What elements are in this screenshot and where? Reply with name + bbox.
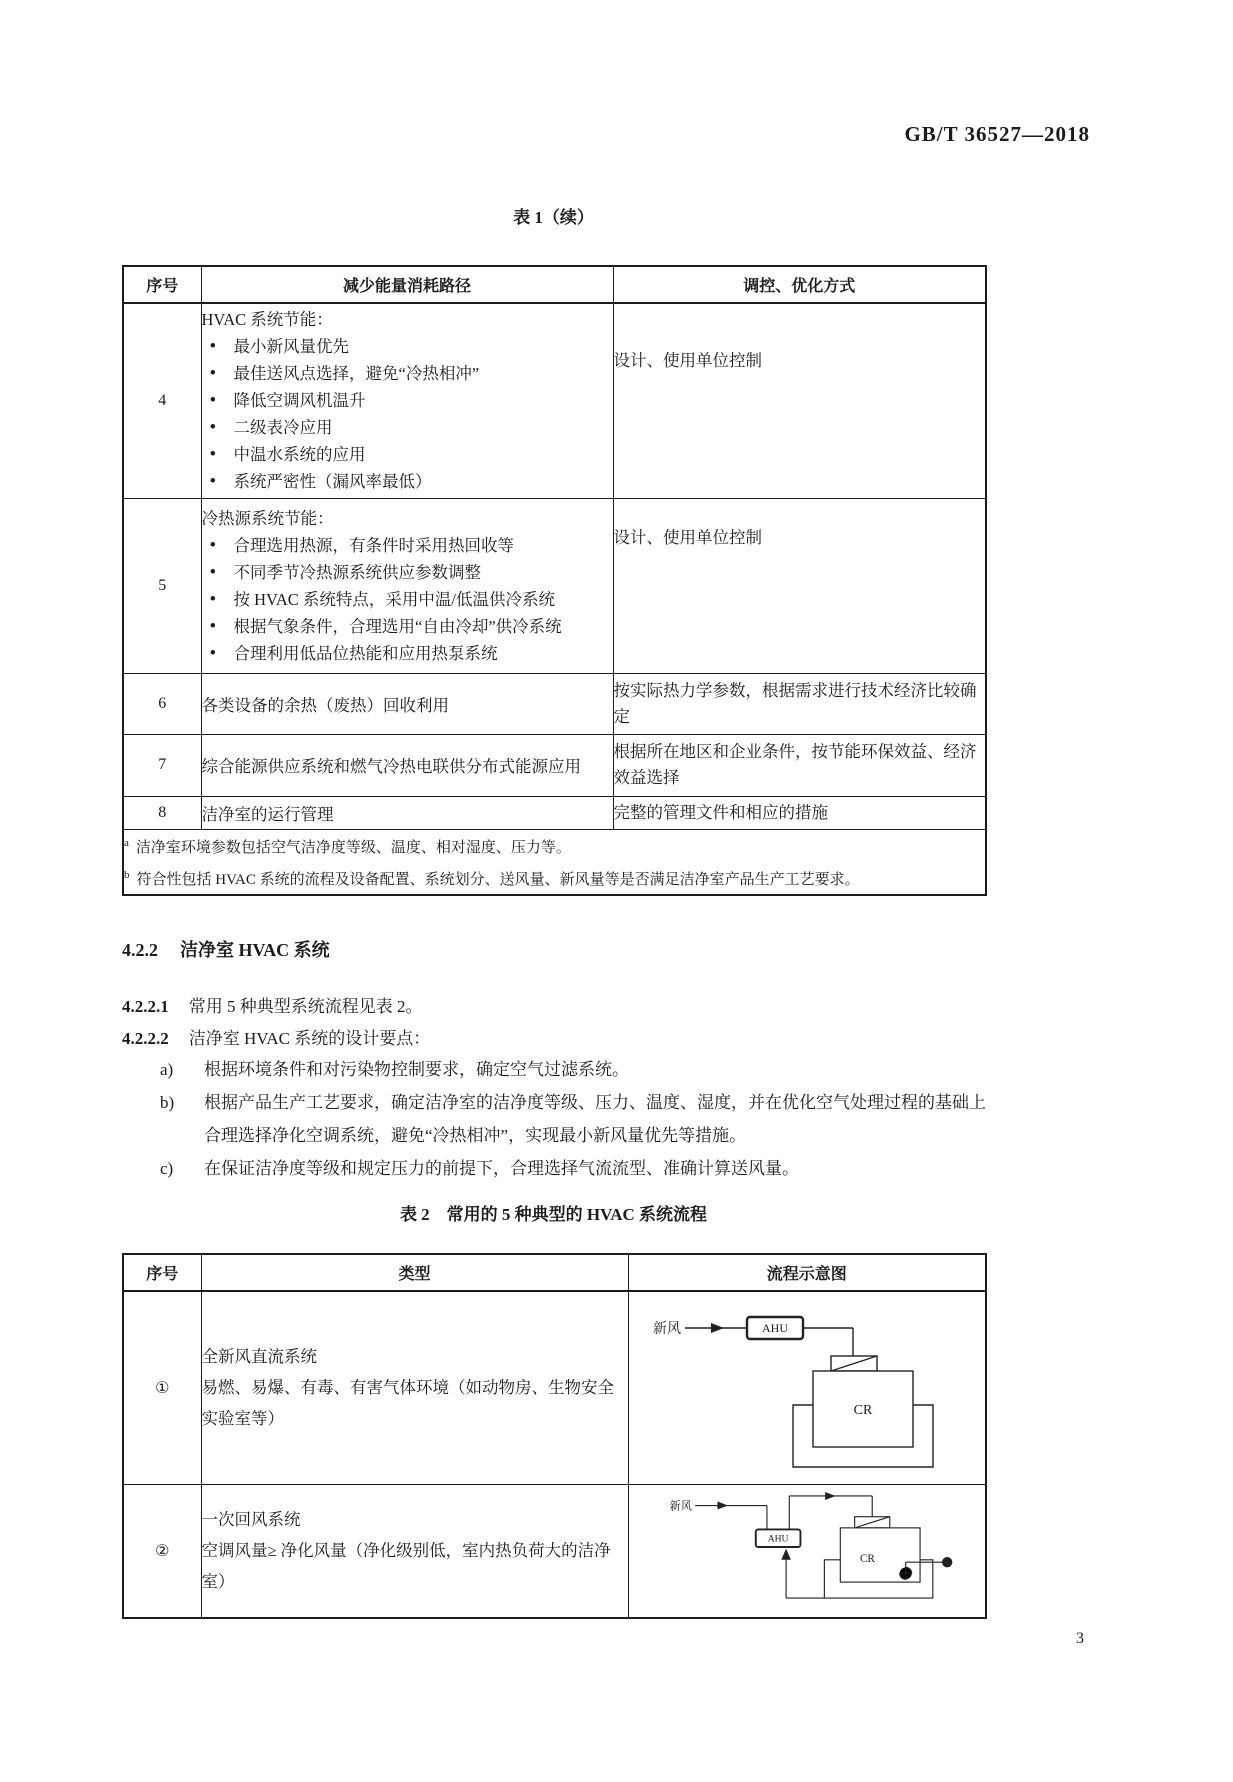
row-number: 5 xyxy=(123,498,201,673)
section-title: 洁净室 HVAC 系统 xyxy=(180,940,330,960)
control-text: 设计、使用单位控制 xyxy=(613,498,986,673)
arrow-right-icon xyxy=(825,1492,835,1500)
col-header-diagram: 流程示意图 xyxy=(628,1254,986,1291)
table-1 xyxy=(122,265,987,896)
cr-label: CR xyxy=(853,1402,873,1418)
list-text: 在保证洁净度等级和规定压力的前提下，合理选择气流流型、准确计算送风量。 xyxy=(204,1159,799,1178)
row-number: ② xyxy=(123,1484,201,1618)
table-row xyxy=(123,1484,986,1618)
path-title: HVAC 系统节能： xyxy=(201,310,333,330)
bullet-item: • 不同季节冷热源系统供应参数调整 xyxy=(202,559,613,586)
path-title: 综合能源供应系统和燃气冷热电联供分布式能源应用 xyxy=(201,734,613,796)
table-row xyxy=(123,303,986,498)
footnote-text: 符合性包括 HVAC 系统的流程及设备配置、系统划分、送风量、新风量等是否满足洁净室产品生产工艺要求。 xyxy=(136,871,860,888)
fresh-air-label: 新风 xyxy=(652,1321,681,1337)
clause-4221 xyxy=(122,992,423,1017)
type-title: 全新风直流系统 xyxy=(201,1347,317,1367)
arrow-right-icon xyxy=(717,1501,727,1509)
control-text: 设计、使用单位控制 xyxy=(613,303,986,498)
row-number: 7 xyxy=(123,734,201,796)
bullet-item: • 中温水系统的应用 xyxy=(202,441,613,468)
control-text: 按实际热力学参数，根据需求进行技术经济比较确定 xyxy=(613,673,986,734)
row-number: ① xyxy=(123,1291,201,1484)
clause-4222 xyxy=(122,1024,430,1049)
bullet-item: • 系统严密性（漏风率最低） xyxy=(202,468,613,495)
path-title: 各类设备的余热（废热）回收利用 xyxy=(201,673,613,734)
table-row xyxy=(123,796,986,829)
table2-header-row xyxy=(123,1254,986,1291)
bullet-item: • 最小新风量优先 xyxy=(202,333,613,360)
col-header-num: 序号 xyxy=(123,266,201,303)
table-row xyxy=(123,673,986,734)
ahu-label: AHU xyxy=(767,1533,788,1545)
bullet-item: • 根据气象条件，合理选用“自由冷却”供冷系统 xyxy=(202,613,613,640)
list-item-a xyxy=(160,1053,990,1086)
col-header-path: 减少能量消耗路径 xyxy=(201,266,613,303)
row-number: 6 xyxy=(123,673,201,734)
table-2 xyxy=(122,1253,987,1619)
path-title: 洁净室的运行管理 xyxy=(201,796,613,829)
section-heading xyxy=(122,936,330,962)
list-item-b xyxy=(160,1086,990,1152)
clause-number: 4.2.2.1 xyxy=(122,997,169,1016)
section-number: 4.2.2 xyxy=(122,940,158,960)
path-title: 冷热源系统节能： xyxy=(201,508,334,528)
arrow-up-icon xyxy=(781,1548,791,1559)
page-number: 3 xyxy=(1076,1630,1084,1647)
list-marker: c) xyxy=(160,1159,174,1178)
row-number: 8 xyxy=(123,796,201,829)
type-title: 一次回风系统 xyxy=(201,1510,301,1530)
cr-label: CR xyxy=(859,1552,875,1565)
standard-code: GB/T 36527—2018 xyxy=(904,122,1090,146)
list-marker: a) xyxy=(160,1060,174,1079)
diagram-primary-return-air-system xyxy=(629,1488,999,1614)
list-text: 根据产品生产工艺要求，确定洁净室的洁净度等级、压力、温度、湿度，并在优化空气处理过程的基础上合理选择净化空调系统，避免“冷热相冲”，实现最小新风量优先等措施。 xyxy=(204,1093,986,1145)
table-row xyxy=(123,734,986,796)
diagram-full-fresh-air-system xyxy=(647,1302,967,1474)
list-item-c xyxy=(160,1152,990,1185)
row-number: 4 xyxy=(123,303,201,498)
footnote xyxy=(124,862,985,894)
table1-header-row xyxy=(123,266,986,303)
type-desc: 空调风量≥ 净化风量（净化级别低，室内热负荷大的洁净室） xyxy=(201,1541,611,1592)
bullet-item: • 最佳送风点选择，避免“冷热相冲” xyxy=(202,360,613,387)
bullet-item: • 合理利用低品位热能和应用热泵系统 xyxy=(202,640,613,667)
footnote-text: 洁净室环境参数包括空气洁净度等级、温度、相对湿度、压力等。 xyxy=(135,839,571,856)
bullet-item: • 合理选用热源，有条件时采用热回收等 xyxy=(202,532,613,559)
footnote-marker: a xyxy=(124,836,129,849)
type-desc: 易燃、易爆、有毒、有害气体环境（如动物房、生物安全实验室等） xyxy=(201,1378,614,1429)
table1-title: 表 1（续） xyxy=(513,208,594,227)
clause-text: 洁净室 HVAC 系统的设计要点： xyxy=(188,1029,431,1048)
control-text: 完整的管理文件和相应的措施 xyxy=(613,796,986,829)
table-footnotes-row xyxy=(123,829,986,895)
clause-text: 常用 5 种典型系统流程见表 2。 xyxy=(188,997,423,1016)
col-header-type: 类型 xyxy=(201,1254,628,1291)
table-row xyxy=(123,498,986,673)
list-marker: b) xyxy=(160,1093,175,1112)
col-header-num: 序号 xyxy=(123,1254,201,1291)
fresh-air-label: 新风 xyxy=(669,1500,692,1513)
control-text: 根据所在地区和企业条件，按节能环保效益、经济效益选择 xyxy=(613,734,986,796)
col-header-control: 调控、优化方式 xyxy=(613,266,986,303)
bullet-item: • 按 HVAC 系统特点，采用中温/低温供冷系统 xyxy=(202,586,613,613)
arrow-right-icon xyxy=(711,1323,724,1333)
bullet-item: • 二级表冷应用 xyxy=(202,414,613,441)
footnote-marker: b xyxy=(124,868,130,881)
footnote xyxy=(124,830,985,862)
table-row xyxy=(123,1291,986,1484)
ahu-label: AHU xyxy=(761,1320,788,1335)
list-text: 根据环境条件和对污染物控制要求，确定空气过滤系统。 xyxy=(204,1060,629,1079)
table2-title: 表 2 常用的 5 种典型的 HVAC 系统流程 xyxy=(399,1205,708,1224)
clause-number: 4.2.2.2 xyxy=(122,1029,169,1048)
bullet-item: • 降低空调风机温升 xyxy=(202,387,613,414)
